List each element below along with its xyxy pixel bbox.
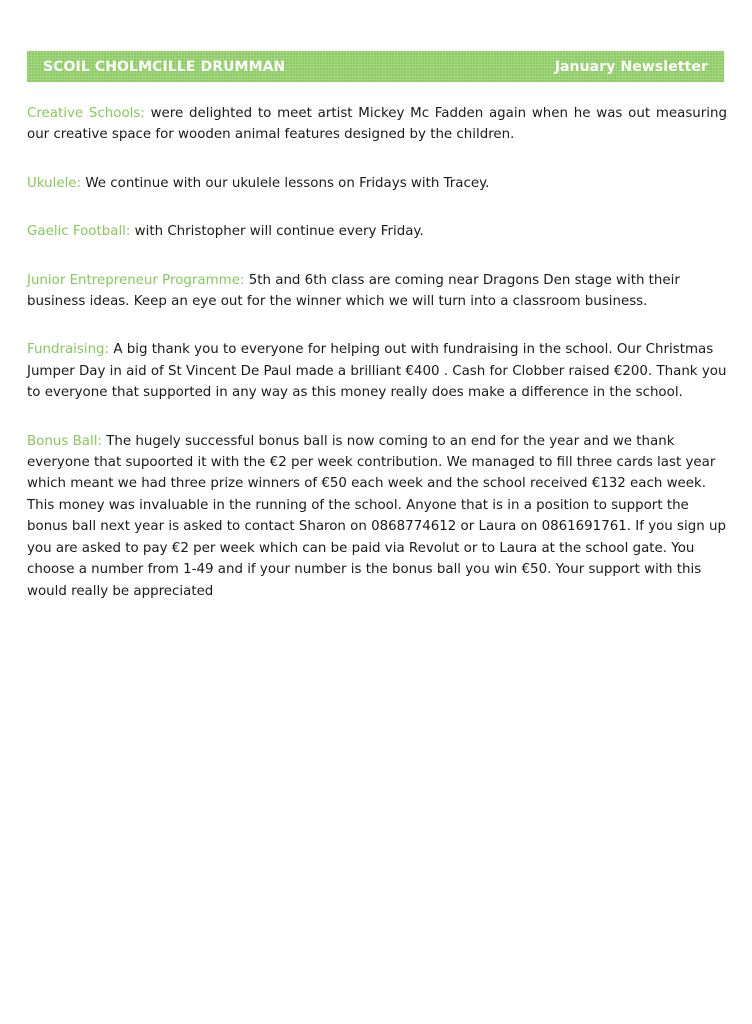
section-label: Creative Schools: [27,106,145,121]
section-text: were delighted to meet artist Mickey Mc Fadden again when he was out measuring our creative space for wooden animal features designed by the children. [27,106,727,143]
section-label: Fundraising: [27,342,110,358]
section-ukulele [27,173,727,194]
section-label: Junior Entrepreneur Programme: [27,272,245,288]
section-text: 5th and 6th class are coming near Dragons Den stage with their business ideas. Keep an eye out for the winner which we will turn into a classroom business. [27,272,680,310]
section-junior-entrepreneur [27,270,727,313]
section-gaelic-football [27,221,727,242]
section-text: We continue with our ukulele lessons on Fridays with Tracey. [81,175,490,191]
newsletter-issue: January Newsletter [554,58,708,75]
section-bonus-ball [27,431,727,602]
section-label: Bonus Ball: [27,433,102,449]
section-text: with Christopher will continue every Friday. [130,224,424,240]
section-text: The hugely successful bonus ball is now coming to an end for the year and we thank everyone that supoorted it with the €2 per week contribution. We managed to fill three cards last year which meant we had three prize winners of €50 each week and the school received €132 each week. This money was invaluable in the running of the school. Anyone that is in a position to support the bonus ball next year is asked to contact Sharon on 0868774612 or Laura on 0861691761. If you sign up you are asked to pay €2 per week which can be paid via Revolut or to Laura at the school gate. You choose a number from 1-49 and if your number is the bonus ball you win €50. Your support with this would really be appreciated [27,433,726,599]
section-fundraising [27,339,727,403]
section-creative-schools [27,103,727,146]
newsletter-body [27,103,727,629]
school-name: SCOIL CHOLMCILLE DRUMMAN [43,58,286,75]
section-label: Ukulele: [27,175,82,191]
section-text: A big thank you to everyone for helping out with fundraising in the school. Our Christmas Jumper Day in aid of St Vincent De Paul made a brilliant €400 . Cash for Clobber raised €200. Thank you to everyone that supported in any way as this money really does make a difference in the school. [27,342,727,401]
section-label: Gaelic Football: [27,224,131,240]
newsletter-header [27,51,724,82]
